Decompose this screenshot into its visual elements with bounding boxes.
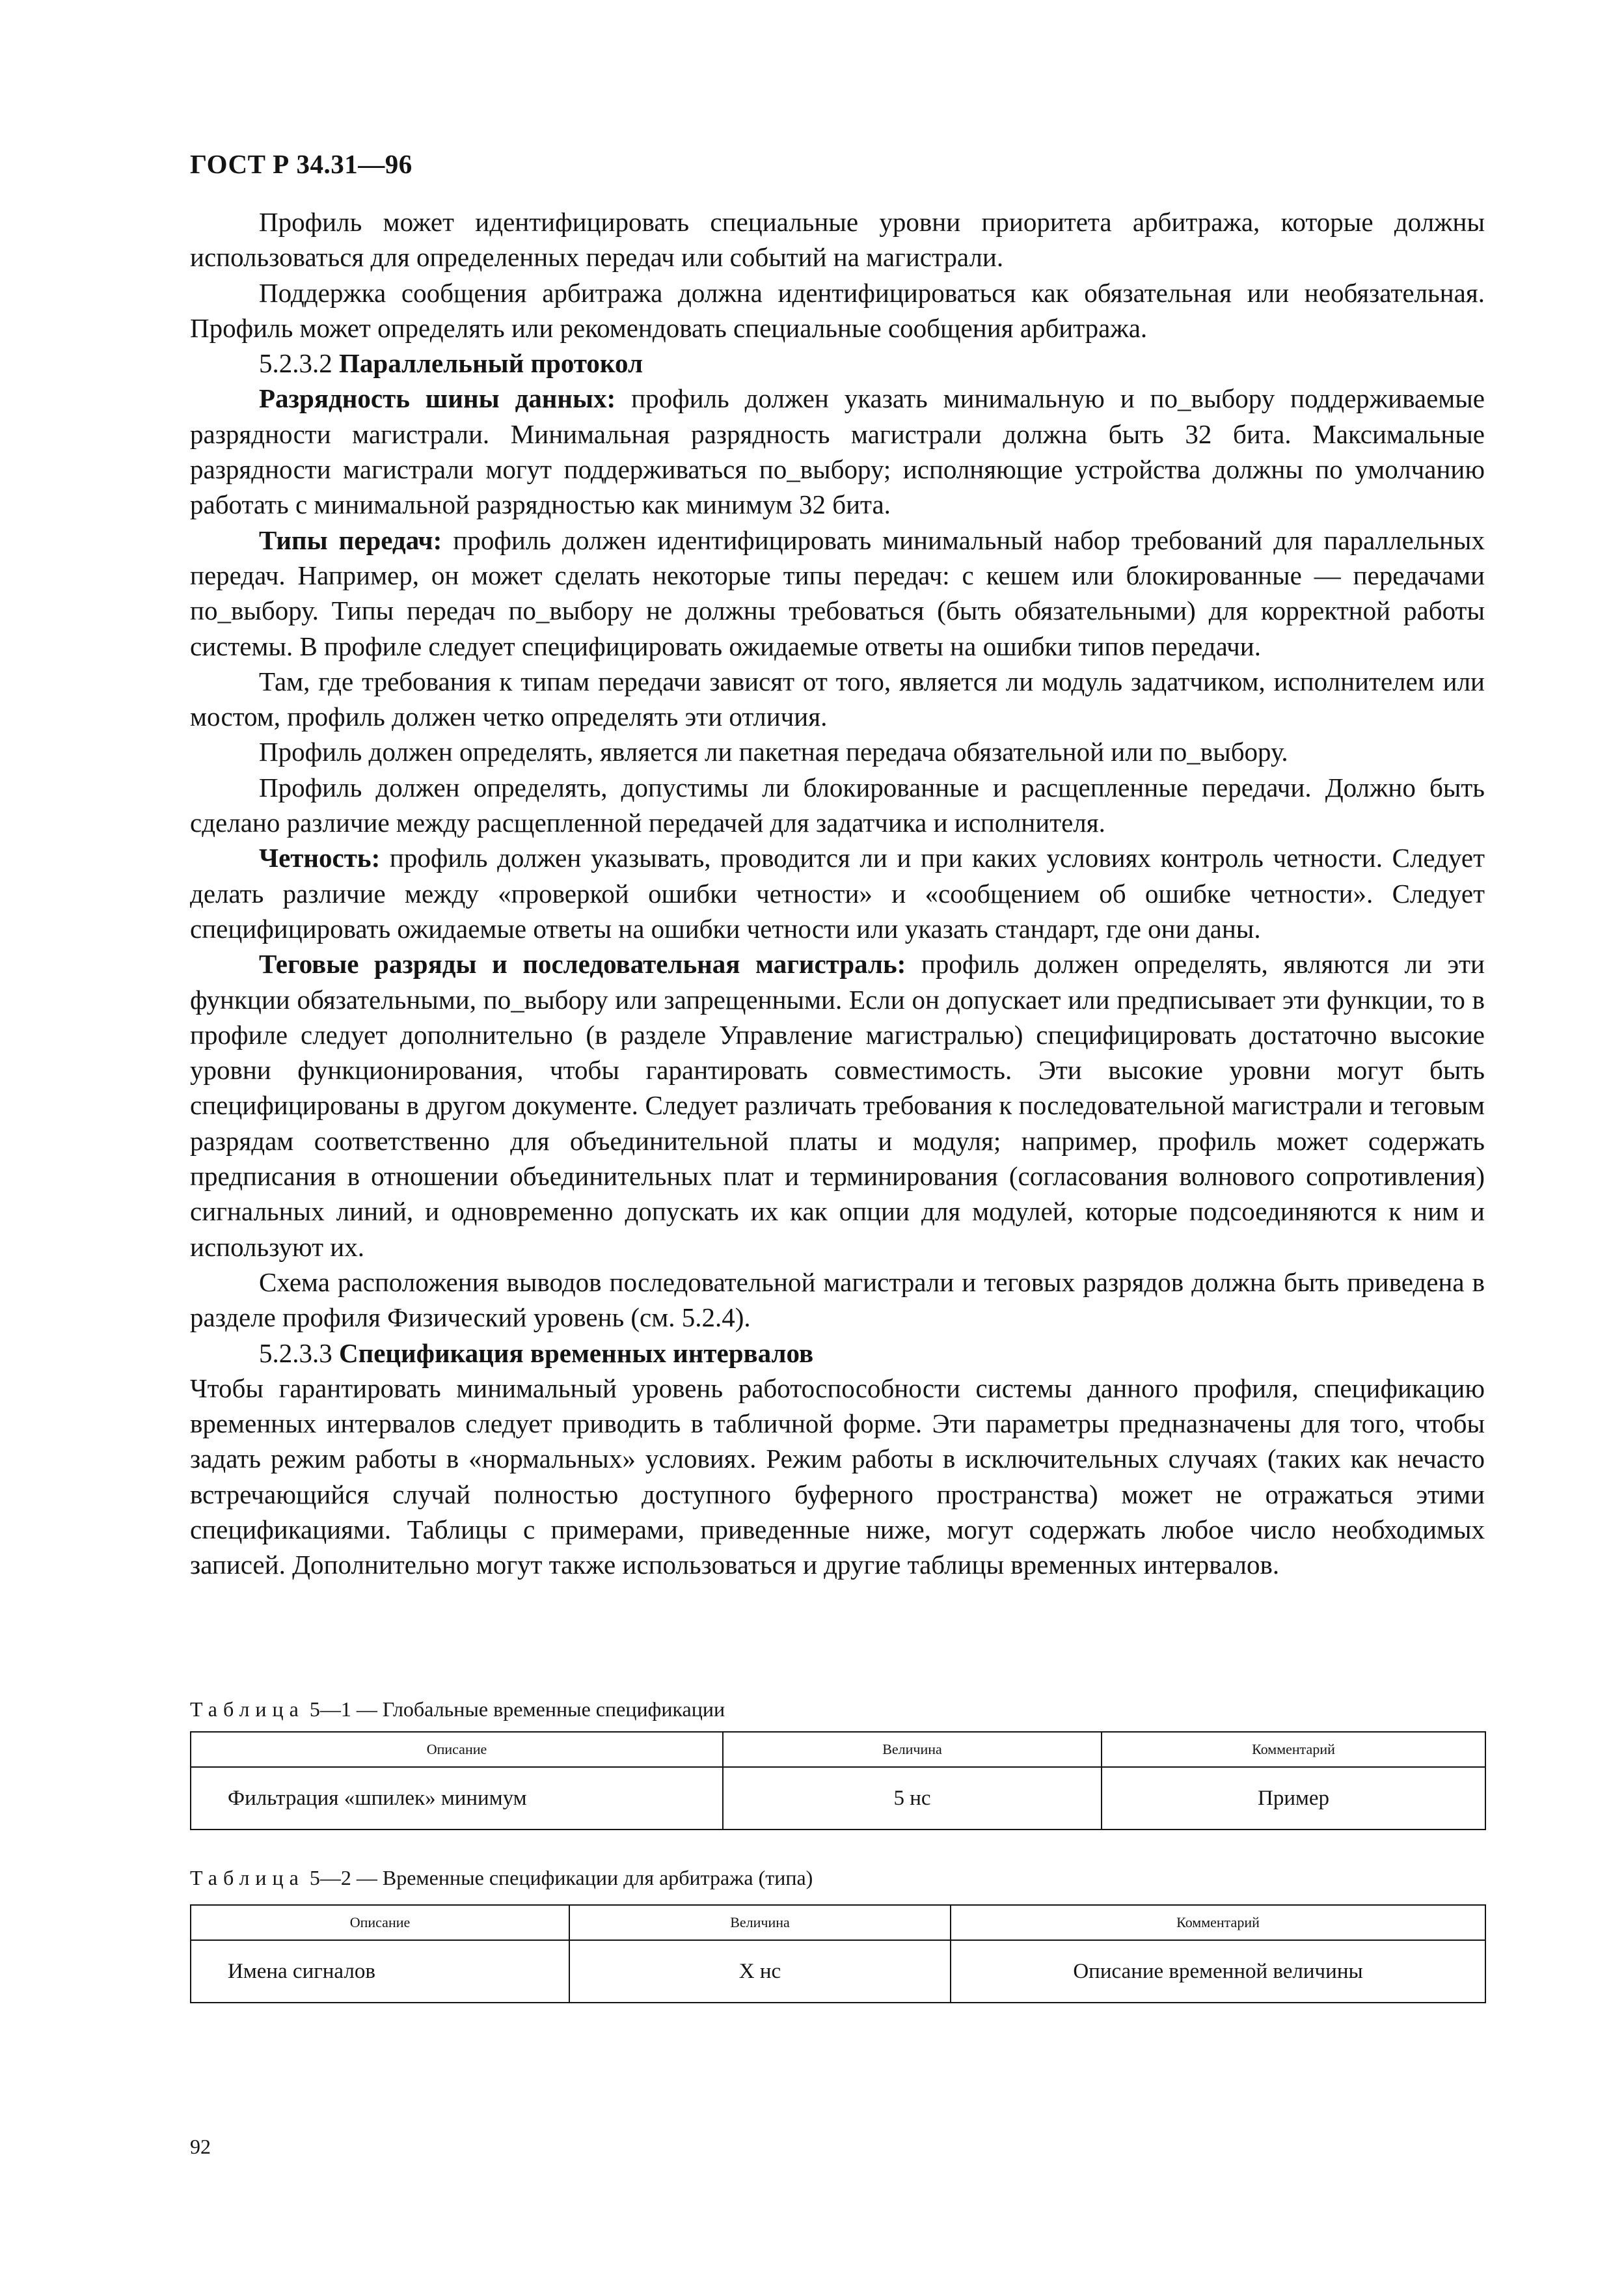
paragraph-text: профиль должен указать минимальную и по_выбору поддерживаемые разрядности магистрали. Минимальная разрядность магистрали должна быть 32 бита. Максимальные разрядности магистрали могут поддерживаться по_выбору; исполняющие устройства должны по умолчанию работать с минимальной разрядностью как минимум 32 бита. (190, 383, 1485, 520)
paragraph-text: профиль должен определять, являются ли эти функции обязательными, по_выбору или запрещенными. Если он допускает или предписывает эти функции, то в профиле следует дополнительно (в разделе Управление магистралью) специфицировать достаточно высокие уровни функционирования, чтобы гарантировать совместимость. Эти высокие уровни могут быть специфицированы в другом документе. Следует различать требования к последовательной магистрали и теговым разрядам соответственно для объединительной платы и модуля; например, профиль может содержать предписания в отношении объединительных плат и терминирования (согласования волнового сопротивления) сигнальных линий, и одновременно допускать их как опции для модулей, которые подсоединяются к ним и используют их. (190, 949, 1485, 1262)
paragraph: Схема расположения выводов последовательной магистрали и теговых разрядов должна быть приведена в разделе профиля Физический уровень (см. 5.2.4). (190, 1267, 1485, 1333)
table-cell: Фильтрация «шпилек» минимум (191, 1767, 723, 1830)
table1-caption (190, 1697, 725, 1721)
table-cell: X нс (569, 1940, 951, 2003)
section-title: Спецификация временных интервалов (339, 1337, 814, 1368)
table-header-cell: Описание (191, 1732, 723, 1767)
table-cell: Описание временной величины (951, 1940, 1485, 2003)
term-lead: Теговые разряды и последовательная магистраль: (259, 949, 906, 980)
paragraph-text: профиль должен идентифицировать минимальный набор требований для параллельных передач. Например, он может сделать некоторые типы передач: с кешем или блокированные — передачами по_выбору. Типы передач по_выбору не должны требоваться (быть обязательными) для корректной работы системы. В профиле следует специфицировать ожидаемые ответы на ошибки типов передачи. (190, 525, 1485, 661)
table-header-cell: Величина (723, 1732, 1102, 1767)
table-header-cell: Описание (191, 1905, 569, 1940)
caption-word: Таблица (190, 1866, 304, 1889)
section-heading (190, 346, 1485, 381)
section-number: 5.2.3.3 (259, 1337, 332, 1368)
section-number: 5.2.3.2 (259, 348, 332, 379)
paragraph (190, 840, 1485, 946)
section-heading (190, 1336, 1485, 1371)
paragraph (190, 946, 1485, 1265)
table-header-cell: Величина (569, 1905, 951, 1940)
paragraph: Чтобы гарантировать минимальный уровень работоспособности системы данного профиля, спецификацию временных интервалов следует приводить в табличной форме. Эти параметры предназначены для того, чтобы задать режим работы в «нормальных» условиях. Режим работы в исключительных случаях (таких как нечасто встречающийся случай полностью доступного буферного пространства) может не отражаться этими спецификациями. Таблицы с примерами, приведенные ниже, могут содержать любое число необходимых записей. Дополнительно могут также использоваться и другие таблицы временных интервалов. (190, 1373, 1485, 1580)
table2-caption (190, 1866, 813, 1890)
table2 (190, 1904, 1486, 2003)
paragraph-text: профиль должен указывать, проводится ли и при каких условиях контроль четности. Следует делать различие между «проверкой ошибки четности» и «сообщением об ошибке четности». Следует специфицировать ожидаемые ответы на ошибки четности или указать стандарт, где они даны. (190, 843, 1485, 944)
body-text (190, 204, 1485, 1583)
paragraph (190, 523, 1485, 664)
table-cell: Имена сигналов (191, 1940, 569, 2003)
term-lead: Типы передач: (259, 525, 442, 555)
page-number: 92 (190, 2135, 211, 2158)
table-row (191, 1940, 1485, 2003)
table-header-row (191, 1905, 1485, 1940)
table-cell: 5 нс (723, 1767, 1102, 1830)
section-title: Параллельный протокол (339, 348, 643, 379)
table-cell: Пример (1102, 1767, 1485, 1830)
table-header-cell: Комментарий (1102, 1732, 1485, 1767)
paragraph: Профиль должен определять, допустимы ли блокированные и расщепленные передачи. Должно быть сделано различие между расщепленной передачей для задатчика и исполнителя. (190, 772, 1485, 838)
caption-text: 5—2 — Временные спецификации для арбитража (типа) (304, 1866, 813, 1889)
paragraph: Профиль может идентифицировать специальные уровни приоритета арбитража, которые должны использоваться для определенных передач или событий на магистрали. (190, 207, 1485, 273)
paragraph: Поддержка сообщения арбитража должна идентифицироваться как обязательная или необязательная. Профиль может определять или рекомендовать специальные сообщения арбитража. (190, 277, 1485, 343)
term-lead: Разрядность шины данных: (259, 383, 616, 414)
caption-text: 5—1 — Глобальные временные спецификации (304, 1697, 725, 1721)
document-header: ГОСТ Р 34.31—96 (190, 149, 413, 179)
paragraph (190, 381, 1485, 522)
term-lead: Четность: (259, 843, 381, 873)
table1 (190, 1731, 1486, 1830)
table-header-row (191, 1732, 1485, 1767)
caption-word: Таблица (190, 1697, 304, 1721)
paragraph: Профиль должен определять, является ли пакетная передача обязательной или по_выбору. (259, 737, 1288, 767)
paragraph: Там, где требования к типам передачи зависят от того, является ли модуль задатчиком, исполнителем или мостом, профиль должен четко определять эти отличия. (190, 666, 1485, 732)
table-header-cell: Комментарий (951, 1905, 1485, 1940)
table-row (191, 1767, 1485, 1830)
